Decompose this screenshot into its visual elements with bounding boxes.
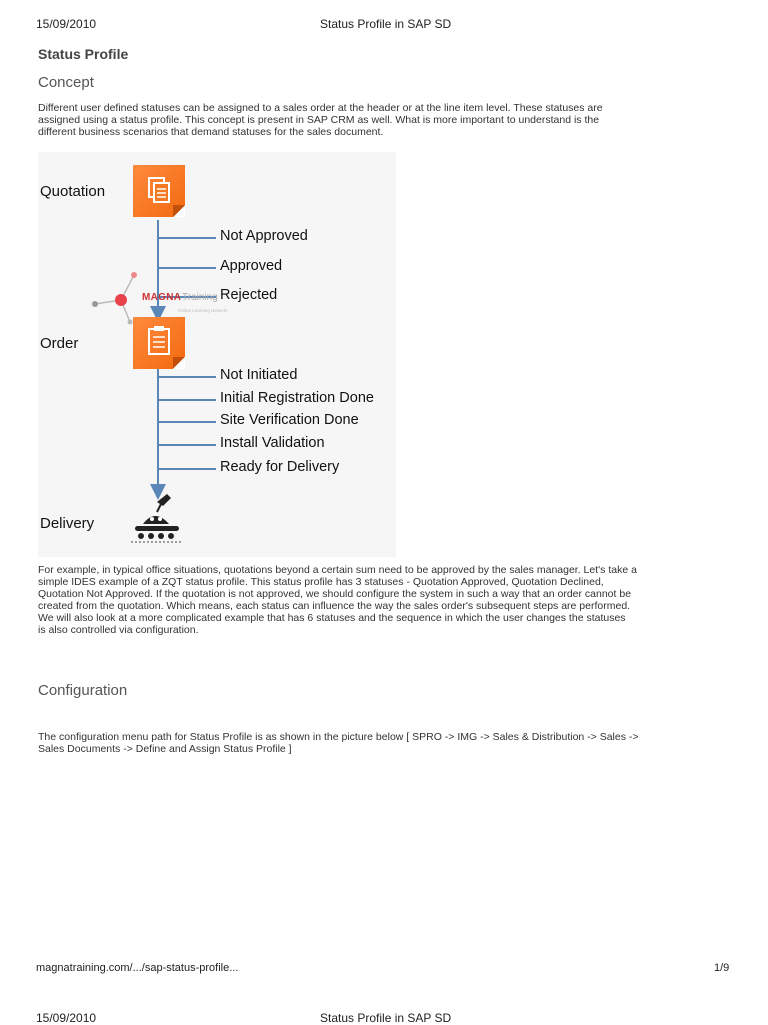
example-line: Quotation Not Approved. If the quotation is not approved, we should configure the system in such a way that an order cannot be: [38, 588, 632, 600]
concept-paragraph: [38, 102, 738, 138]
status-ready-for-delivery: Ready for Delivery: [220, 459, 340, 475]
delivery-icon: [131, 494, 183, 542]
magna-logo-icon: [92, 272, 137, 325]
logo-brand-training: Training: [182, 292, 218, 303]
page-number: 1/9: [714, 962, 730, 974]
status-approved: Approved: [220, 258, 283, 274]
configuration-line: Sales Documents -> Define and Assign Status Profile ]: [38, 743, 292, 755]
diagram-connectors: [38, 152, 396, 557]
example-line: We will also look at a more complicated example that has 6 statuses and the sequence in which the user changes the statuses: [38, 612, 626, 624]
page-title: Status Profile: [38, 46, 129, 62]
stage-quotation: Quotation: [40, 183, 106, 200]
concept-line: Different user defined statuses can be assigned to a sales order at the header or at the line item level. These statuses are: [38, 102, 603, 114]
status-not-approved: Not Approved: [220, 228, 308, 244]
example-line: For example, in typical office situations, quotations beyond a certain sum need to be approved by the sales manager. Let's take a: [38, 564, 637, 576]
status-flow-diagram: [38, 152, 396, 557]
header-date: 15/09/2010: [36, 17, 97, 31]
stage-order: Order: [40, 335, 79, 352]
logo-brand: MAGNA: [142, 292, 182, 303]
status-install-validation: Install Validation: [220, 435, 325, 451]
concept-heading: Concept: [38, 74, 94, 91]
order-document-icon: [133, 317, 185, 369]
concept-line: different business scenarios that demand statuses for the sales document.: [38, 126, 384, 138]
status-not-initiated: Not Initiated: [220, 367, 298, 383]
status-initial-registration-done: Initial Registration Done: [220, 390, 374, 406]
status-site-verification-done: Site Verification Done: [220, 412, 359, 428]
header-title: Status Profile in SAP SD: [320, 17, 452, 31]
status-rejected: Rejected: [220, 287, 278, 303]
example-line: simple IDES example of a ZQT status profile. This status profile has 3 statuses - Quotation Approved, Quotation Declined,: [38, 576, 604, 588]
quotation-document-icon: [133, 165, 185, 217]
logo-tagline: Online Learning Network: [178, 308, 228, 313]
next-header-date: 15/09/2010: [36, 1011, 97, 1025]
example-line: created from the quotation. Which means, each status can influence the way the sales order's subsequent steps are performed.: [38, 600, 631, 612]
example-line: is also controlled via configuration.: [38, 624, 199, 636]
example-paragraph: [38, 564, 738, 636]
concept-line: assigned using a status profile. This concept is present in SAP CRM as well. What is more important to understand is the: [38, 114, 600, 126]
configuration-line: The configuration menu path for Status Profile is as shown in the picture below [ SPRO -> IMG -> Sales & Distribution -> Sales ->: [38, 731, 639, 743]
stage-delivery: Delivery: [40, 515, 95, 532]
configuration-paragraph: [38, 731, 738, 755]
configuration-heading: Configuration: [38, 682, 128, 699]
footer-url[interactable]: magnatraining.com/.../sap-status-profile...: [36, 962, 239, 974]
next-header-title: Status Profile in SAP SD: [320, 1011, 452, 1025]
